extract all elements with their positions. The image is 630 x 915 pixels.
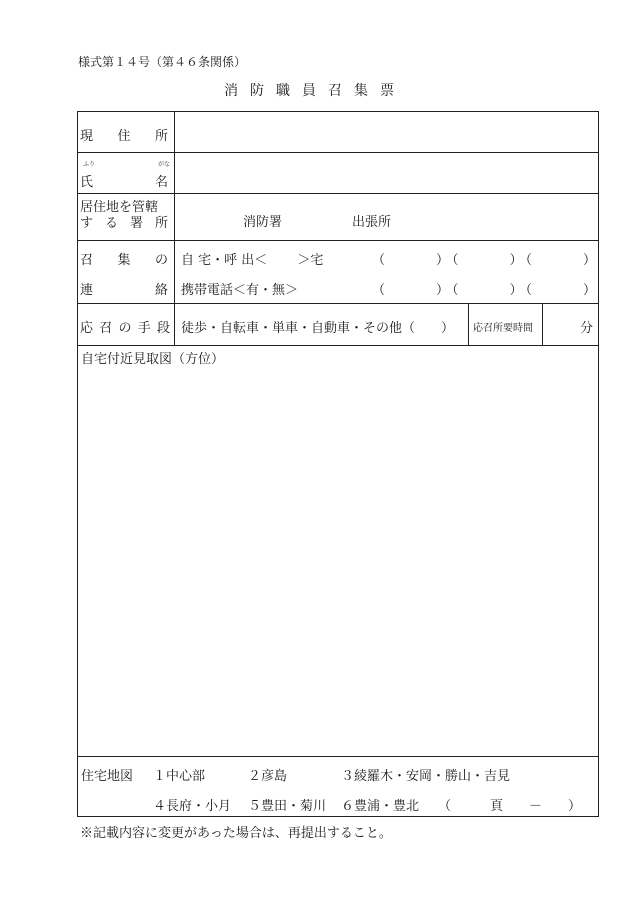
district-item: ２彦島 (248, 769, 288, 784)
name-field[interactable] (176, 153, 598, 193)
address-label: 現 住 所 (80, 129, 168, 144)
furigana-right: がな (158, 161, 171, 168)
map-page-reference[interactable]: （ 頁 － ） (438, 799, 582, 814)
form-number: 様式第１４号（第４６条関係） (78, 55, 247, 69)
row-divider (77, 303, 599, 304)
station-label (80, 200, 170, 232)
contact-label-line2: 連 絡 (80, 283, 168, 298)
means-options: 徒歩・自転車・単車・自動車・その他（ ） (181, 321, 455, 336)
name-label: 氏 名 (80, 175, 168, 190)
response-time-unit: 分 (580, 321, 594, 336)
footer-note: ※記載内容に変更があった場合は、再提出すること。 (80, 826, 392, 841)
district-item: ４長府・小月 (153, 799, 232, 814)
district-label: 住宅地図 (81, 769, 134, 784)
means-divider (468, 303, 469, 345)
row-divider (77, 345, 599, 346)
district-item: ５豊田・菊川 (248, 799, 327, 814)
response-time-label: 応召所要時間 (473, 323, 533, 334)
label-column-divider (174, 111, 175, 345)
row-divider (77, 756, 599, 757)
station-label-line2: す る 署 所 (80, 216, 168, 231)
district-item: １中心部 (153, 769, 206, 784)
branch-office-label: 出張所 (352, 215, 392, 230)
map-label: 自宅付近見取図（方位） (81, 352, 225, 367)
mobile-phone-text: 携帯電話＜有・無＞ (181, 283, 299, 298)
furigana-left: ふり (83, 161, 96, 168)
row-divider (77, 193, 599, 194)
home-phone-number[interactable]: （ ）（ ）（ ） (372, 253, 600, 268)
means-label: 応 召 の 手 段 (80, 321, 170, 336)
district-item: ３綾羅木・安岡・勝山・吉見 (341, 769, 511, 784)
station-label-line1: 居住地を管轄 (80, 200, 159, 215)
fire-station-label: 消防署 (243, 215, 283, 230)
mobile-phone-number[interactable]: （ ）（ ）（ ） (372, 283, 600, 298)
row-divider (77, 240, 599, 241)
address-field[interactable] (176, 112, 598, 152)
home-phone-text: 自 宅・呼 出＜ ＞宅 (181, 253, 324, 268)
form-title: 消防職員召集票 (224, 83, 406, 99)
district-item: ６豊浦・豊北 (341, 799, 420, 814)
map-drawing-area[interactable] (78, 366, 598, 754)
means-divider (542, 303, 543, 345)
contact-label-line1: 召 集 の (80, 253, 168, 268)
